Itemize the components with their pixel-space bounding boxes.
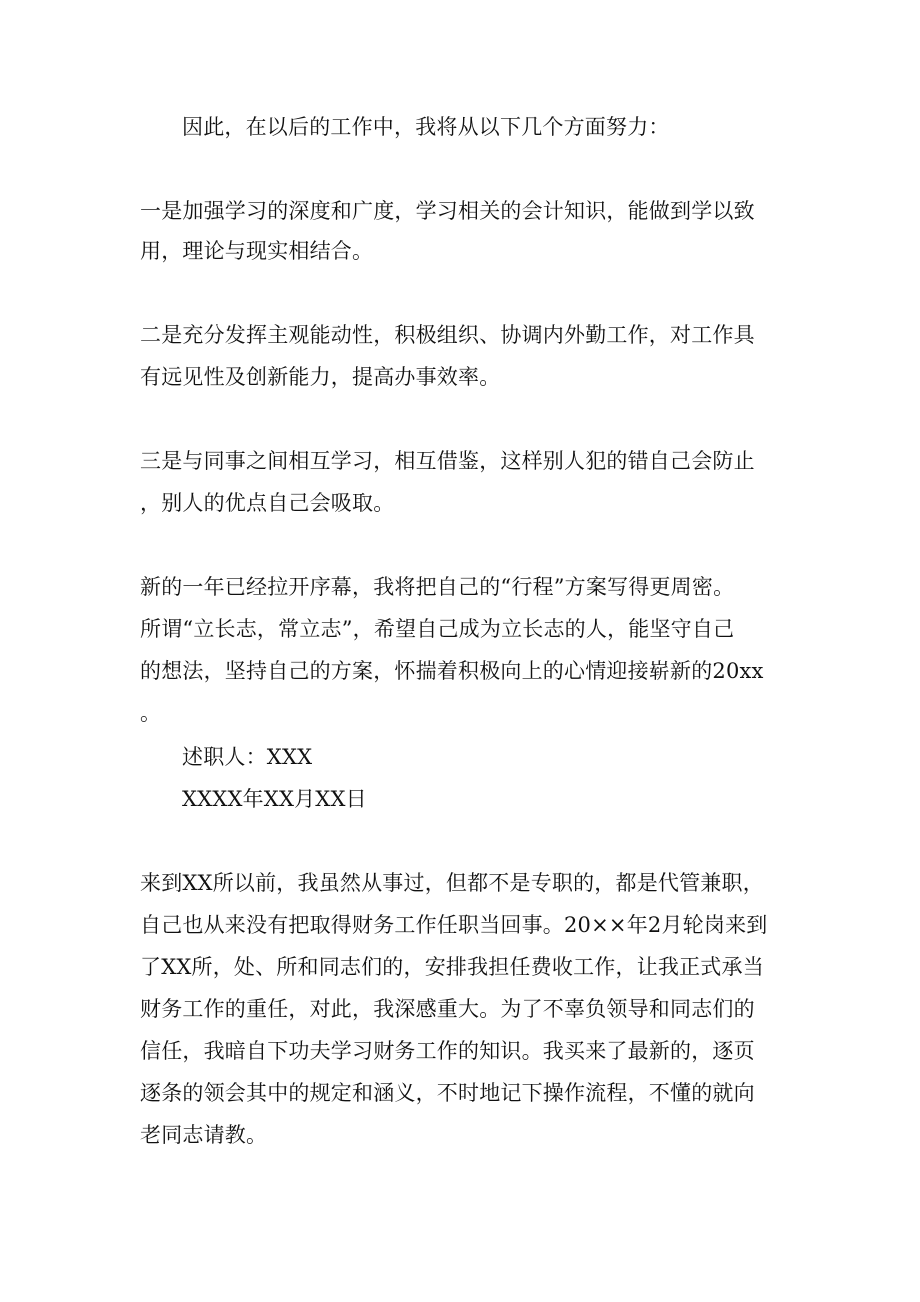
next-section-line6: 逐条的领会其中的规定和涵义，不时地记下操作流程，不懂的就向 xyxy=(140,1081,755,1105)
closing-line3: 的想法，坚持自己的方案，怀揣着积极向上的心情迎接崭新的20xx xyxy=(140,659,764,683)
point2-line2: 有远见性及创新能力，提高办事效率。 xyxy=(140,365,501,389)
intro-paragraph: 因此，在以后的工作中，我将从以下几个方面努力： xyxy=(182,115,670,139)
next-section-line1: 来到XX所以前，我虽然从事过，但都不是专职的，都是代管兼职， xyxy=(140,871,764,895)
point3-line2: ，别人的优点自己会吸取。 xyxy=(140,491,395,515)
closing-line4: 。 xyxy=(140,701,162,725)
point2-line1: 二是充分发挥主观能动性，积极组织、协调内外勤工作，对工作具 xyxy=(140,323,755,347)
date: XXXX年XX月XX日 xyxy=(182,787,367,811)
next-section-line3: 了XX所，处、所和同志们的，安排我担任费收工作，让我正式承当 xyxy=(140,955,764,979)
point3-line1: 三是与同事之间相互学习，相互借鉴，这样别人犯的错自己会防止 xyxy=(140,449,755,473)
next-section-line2: 自己也从来没有把取得财务工作任职当回事。20××年2月轮岗来到 xyxy=(140,913,768,937)
next-section-line7: 老同志请教。 xyxy=(140,1123,268,1147)
point1-line2: 用，理论与现实相结合。 xyxy=(140,239,374,263)
next-section-line4: 财务工作的重任，对此，我深感重大。为了不辜负领导和同志们的 xyxy=(140,997,755,1021)
next-section-line5: 信任，我暗自下功夫学习财务工作的知识。我买来了最新的，逐页 xyxy=(140,1039,755,1063)
closing-line1: 新的一年已经拉开序幕，我将把自己的“行程”方案写得更周密。 xyxy=(140,575,735,599)
signature: 述职人：XXX xyxy=(182,745,313,769)
point1-line1: 一是加强学习的深度和广度，学习相关的会计知识，能做到学以致 xyxy=(140,199,755,223)
closing-line2: 所谓“立长志，常立志”，希望自己成为立长志的人，能坚守自己 xyxy=(140,617,735,641)
